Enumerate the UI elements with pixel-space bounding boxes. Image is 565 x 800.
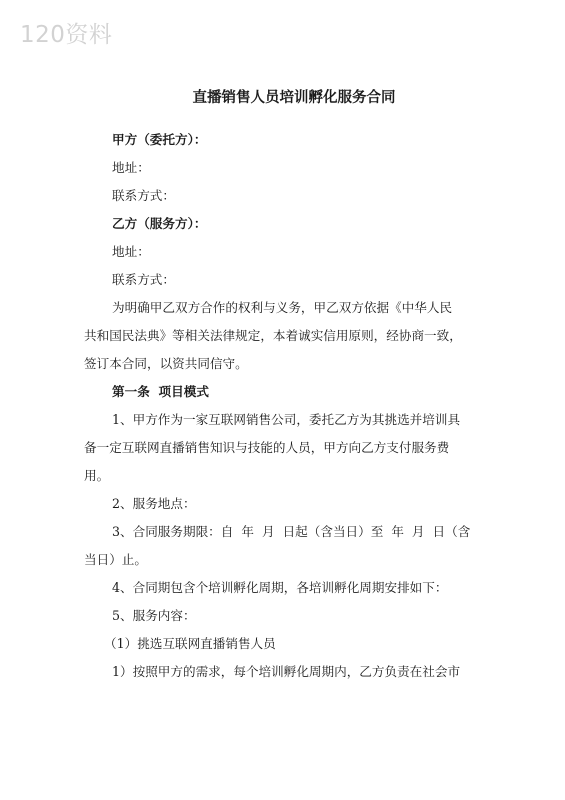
party-b-contact: 联系方式： <box>112 272 175 287</box>
article-1-item-4: 4、合同期包含个培训孵化周期，各培训孵化周期安排如下： <box>112 580 448 595</box>
article-1-item-2: 2、服务地点： <box>112 496 196 511</box>
item-3-line-1: 3、合同服务期限：自 年 月 日起（含当日）至 年 月 日（含 <box>112 524 471 539</box>
item-1-line-2: 备一定互联网直播销售知识与技能的人员，甲方向乙方支付服务费 <box>84 440 450 455</box>
party-a-label: 甲方（委托方）： <box>112 132 207 147</box>
party-b-address: 地址： <box>112 244 150 259</box>
article-1-heading: 第一条 项目模式 <box>112 384 209 399</box>
preamble-line-2: 共和国民法典》等相关法律规定，本着诚实信用原则，经协商一致， <box>84 328 462 343</box>
article-1-item-5-sub-1-point-1: 1）按照甲方的需求，每个培训孵化周期内，乙方负责在社会市 <box>112 664 461 679</box>
party-b-label: 乙方（服务方）： <box>112 216 207 231</box>
preamble-line-1: 为明确甲乙双方合作的权利与义务，甲乙双方依据《中华人民 <box>112 300 453 315</box>
article-1-item-5-sub-1: （1）挑选互联网直播销售人员 <box>104 636 276 651</box>
preamble-paragraph <box>84 294 494 378</box>
article-1-item-5: 5、服务内容： <box>112 608 196 623</box>
item-3-line-2: 当日）止。 <box>84 552 147 567</box>
article-1-item-1 <box>84 406 494 490</box>
article-1-item-3 <box>84 518 494 574</box>
contract-title: 直播销售人员培训孵化服务合同 <box>192 89 396 106</box>
preamble-line-3: 签订本合同，以资共同信守。 <box>84 356 248 371</box>
party-a-address: 地址： <box>112 160 150 175</box>
watermark: 120资料 <box>20 22 113 48</box>
contract-document <box>84 88 494 686</box>
party-a-contact: 联系方式： <box>112 188 175 203</box>
item-1-line-1: 1、甲方作为一家互联网销售公司，委托乙方为其挑选并培训具 <box>112 412 461 427</box>
item-1-line-3: 用。 <box>84 468 110 483</box>
